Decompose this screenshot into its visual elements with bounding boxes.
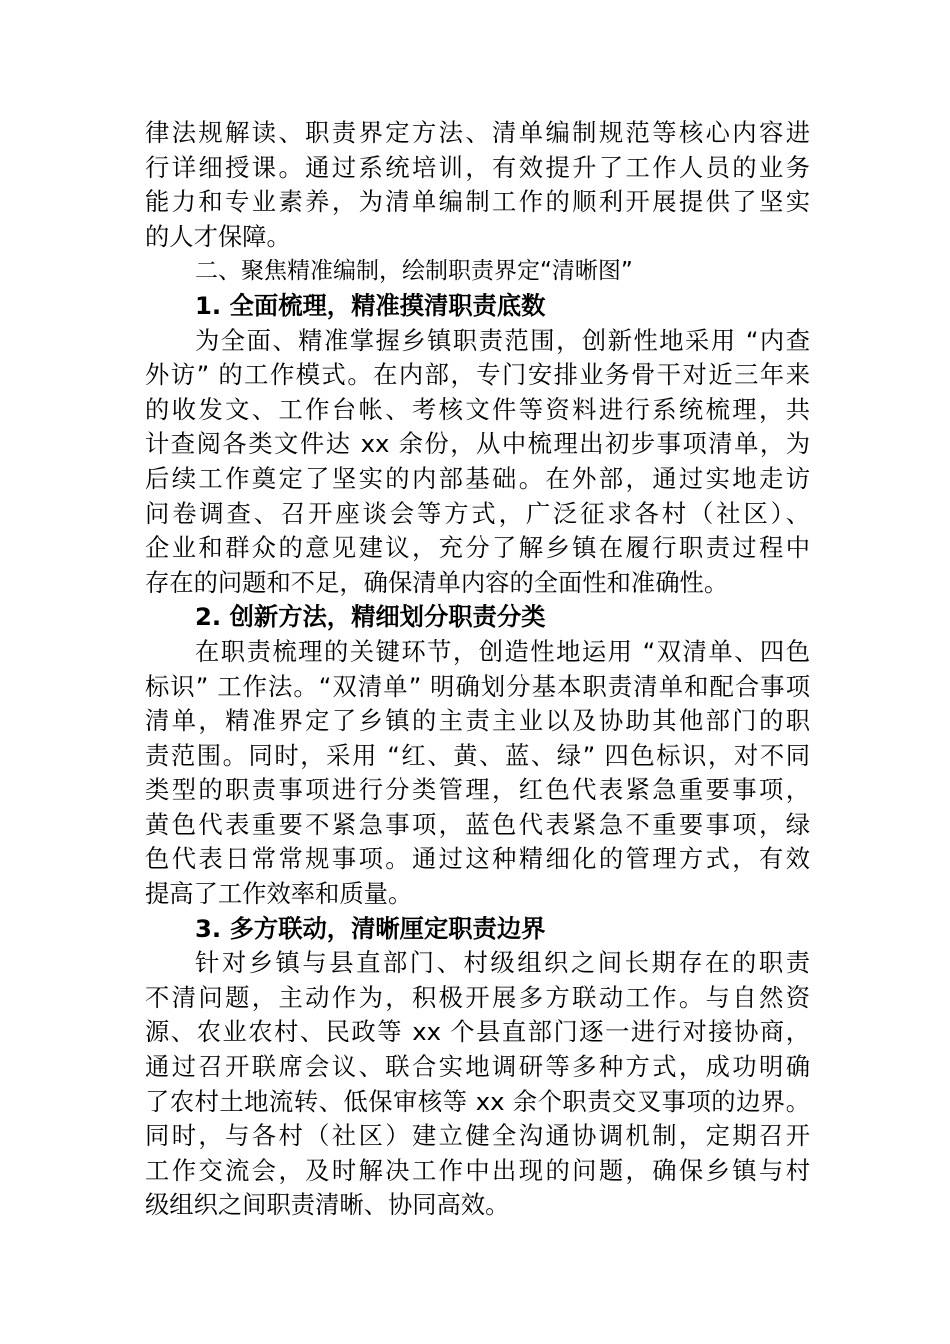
body-text-line: 色代表日常常规事项。通过这种精细化的管理方式，有效 bbox=[145, 844, 810, 874]
paragraph-first-line: 为全面、精准掌握乡镇职责范围，创新性地采用 “内查 bbox=[195, 325, 810, 355]
body-text-line: 行详细授课。通过系统培训，有效提升了工作人员的业务 bbox=[145, 152, 810, 182]
body-text-line: 提高了工作效率和质量。 bbox=[145, 879, 413, 909]
body-text-line: 不清问题，主动作为，积极开展多方联动工作。与自然资 bbox=[145, 982, 810, 1012]
body-text-line: 外访” 的工作模式。在内部，专门安排业务骨干对近三年来 bbox=[145, 360, 810, 390]
body-text-line: 了农村土地流转、低保审核等 xx 余个职责交叉事项的边界。 bbox=[145, 1086, 810, 1116]
body-text-line: 存在的问题和不足，确保清单内容的全面性和准确性。 bbox=[145, 567, 729, 597]
section-heading: 二、聚焦精准编制，绘制职责界定“清晰图” bbox=[195, 258, 633, 285]
body-text-line: 的收发文、工作台帐、考核文件等资料进行系统梳理，共 bbox=[145, 394, 810, 424]
body-text-line: 能力和专业素养，为清单编制工作的顺利开展提供了坚实 bbox=[145, 187, 810, 217]
body-text-line: 级组织之间职责清晰、协同高效。 bbox=[145, 1190, 510, 1220]
body-text-line: 企业和群众的意见建议，充分了解乡镇在履行职责过程中 bbox=[145, 533, 810, 563]
body-text-line: 源、农业农村、民政等 xx 个县直部门逐一进行对接协商， bbox=[145, 1017, 810, 1047]
body-text-line: 的人才保障。 bbox=[145, 221, 291, 251]
body-text-line: 工作交流会，及时解决工作中出现的问题，确保乡镇与村 bbox=[145, 1155, 810, 1185]
subsection-heading: 3. 多方联动，清晰厘定职责边界 bbox=[195, 913, 546, 943]
body-text-line: 通过召开联席会议、联合实地调研等多种方式，成功明确 bbox=[145, 1052, 810, 1082]
subsection-heading: 1. 全面梳理，精准摸清职责底数 bbox=[195, 290, 546, 320]
body-text-line: 类型的职责事项进行分类管理，红色代表紧急重要事项， bbox=[145, 775, 810, 805]
document-page bbox=[145, 116, 810, 1223]
paragraph-first-line: 在职责梳理的关键环节，创造性地运用 “双清单、四色 bbox=[195, 636, 810, 666]
subsection-heading: 2. 创新方法，精细划分职责分类 bbox=[195, 602, 546, 632]
body-text-line: 计查阅各类文件达 xx 余份，从中梳理出初步事项清单，为 bbox=[145, 429, 810, 459]
paragraph-first-line: 针对乡镇与县直部门、村级组织之间长期存在的职责 bbox=[195, 948, 810, 978]
body-text-line: 律法规解读、职责界定方法、清单编制规范等核心内容进 bbox=[145, 118, 810, 147]
body-text-line: 后续工作奠定了坚实的内部基础。在外部，通过实地走访 bbox=[145, 463, 810, 493]
body-text-line: 标识” 工作法。“双清单” 明确划分基本职责清单和配合事项 bbox=[145, 671, 810, 701]
body-text-line: 同时，与各村（社区）建立健全沟通协调机制，定期召开 bbox=[145, 1121, 810, 1151]
body-text-line: 黄色代表重要不紧急事项，蓝色代表紧急不重要事项，绿 bbox=[145, 809, 810, 839]
body-text-line: 清单，精准界定了乡镇的主责主业以及协助其他部门的职 bbox=[145, 706, 810, 736]
body-text-line: 责范围。同时，采用 “红、黄、蓝、绿” 四色标识，对不同 bbox=[145, 740, 810, 770]
body-text-line: 问卷调查、召开座谈会等方式，广泛征求各村（社区）、 bbox=[145, 498, 810, 528]
